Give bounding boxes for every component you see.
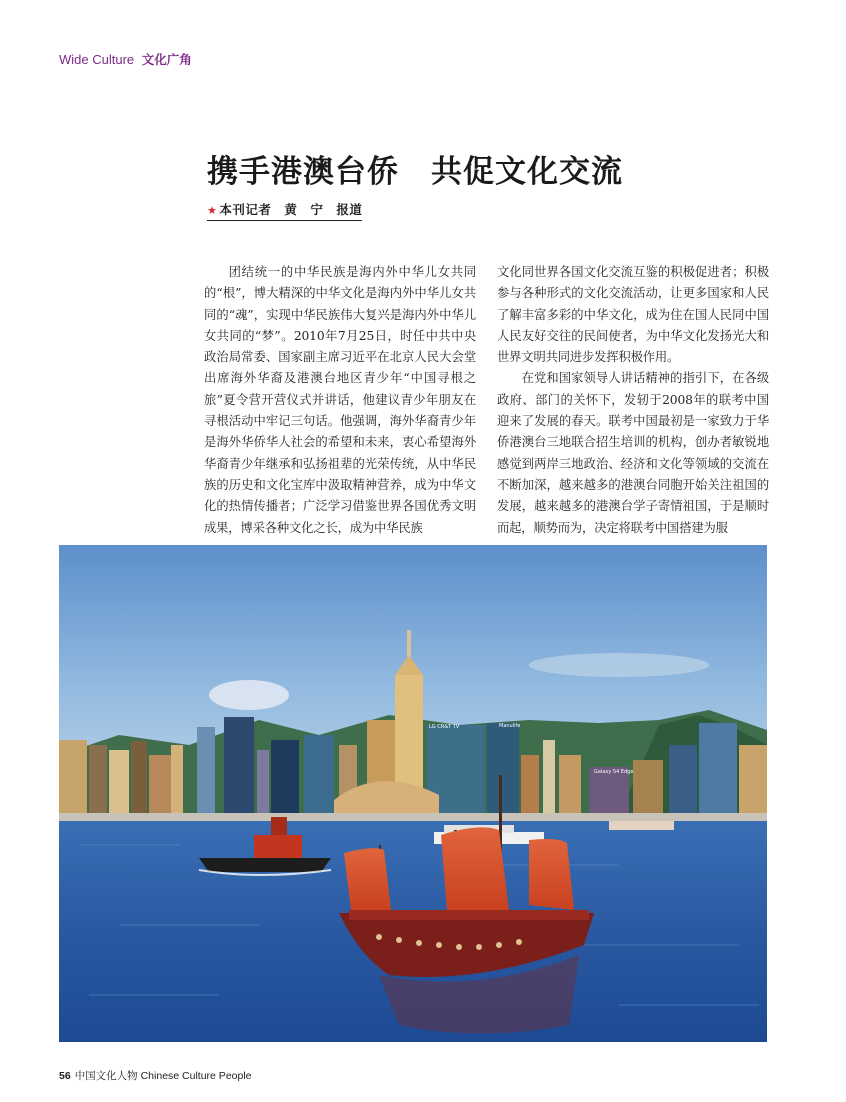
billboard-text: Manulife — [499, 723, 521, 729]
byline-text: 本刊记者 黄 宁 报道 — [219, 202, 363, 217]
article-title — [207, 146, 623, 191]
body-paragraph: 在党和国家领导人讲话精神的指引下，在各级政府、部门的关怀下，发轫于2008年的联考中国迎来了发展的春天。联考中国最初是一家致力于华侨港澳台三地联合招生培训的机构，创办者敏锐地感觉到两岸三地政治、经济和文化等领域的交流在不断加深，越来越多的港澳台同胞开始关注祖国的发展，越来越多的港澳台学子寄情祖国，于是顺时而起，顺势而为，决定将联考中国搭建为服 — [497, 371, 769, 535]
body-paragraph-continued: 文化同世界各国文化交流互鉴的积极促进者；积极参与各种形式的文化交流活动，让更多国家和人民了解丰富多彩的中华文化，成为住在国人民同中国人民友好交往的民间使者，为中华文化发扬光大和世界文明共同进步发挥积极作用。 — [497, 265, 769, 365]
section-tag-en: Wide Culture — [59, 52, 135, 67]
byline — [207, 200, 362, 221]
body-column-right — [497, 262, 769, 539]
billboard-text: Galaxy S4 Edge — [594, 769, 634, 775]
hong-kong-harbour-photo — [59, 545, 767, 1042]
page-number: 56 — [59, 1070, 71, 1082]
body-column-left — [204, 262, 476, 539]
body-paragraph: 团结统一的中华民族是海内外中华儿女共同的“根”，博大精深的中华文化是海内外中华儿女共同的“魂”，实现中华民族伟大复兴是海内外中华儿女共同的“梦”。2010年7月25日，时任中共中央政治局常委、国家副主席习近平在北京人民大会堂出席海外华裔及港澳台地区青少年“中国寻根之旅”夏令营开营仪式并讲话，他建议青少年朋友在寻根活动中牢记三句话。他强调，海外华裔青少年是海外华侨华人社会的希望和未来，衷心希望海外华裔青少年继承和弘扬祖辈的光荣传统，从中华民族的历史和文化宝库中汲取精神营养，成为中华文化的热情传播者；广泛学习借鉴世界各国优秀文明成果，博采各种文化之长，成为中华民族 — [204, 265, 476, 535]
article-title-part1: 携手港澳台侨 — [207, 154, 399, 190]
section-tag — [59, 50, 192, 68]
magazine-name: 中国文化人物 Chinese Culture People — [74, 1070, 252, 1082]
page-footer — [59, 1068, 252, 1083]
section-tag-cn: 文化广角 — [141, 52, 192, 67]
billboard-text: LG CR&T TV — [429, 724, 460, 730]
article-title-part2: 共促文化交流 — [431, 154, 623, 190]
star-icon: ★ — [207, 204, 218, 217]
